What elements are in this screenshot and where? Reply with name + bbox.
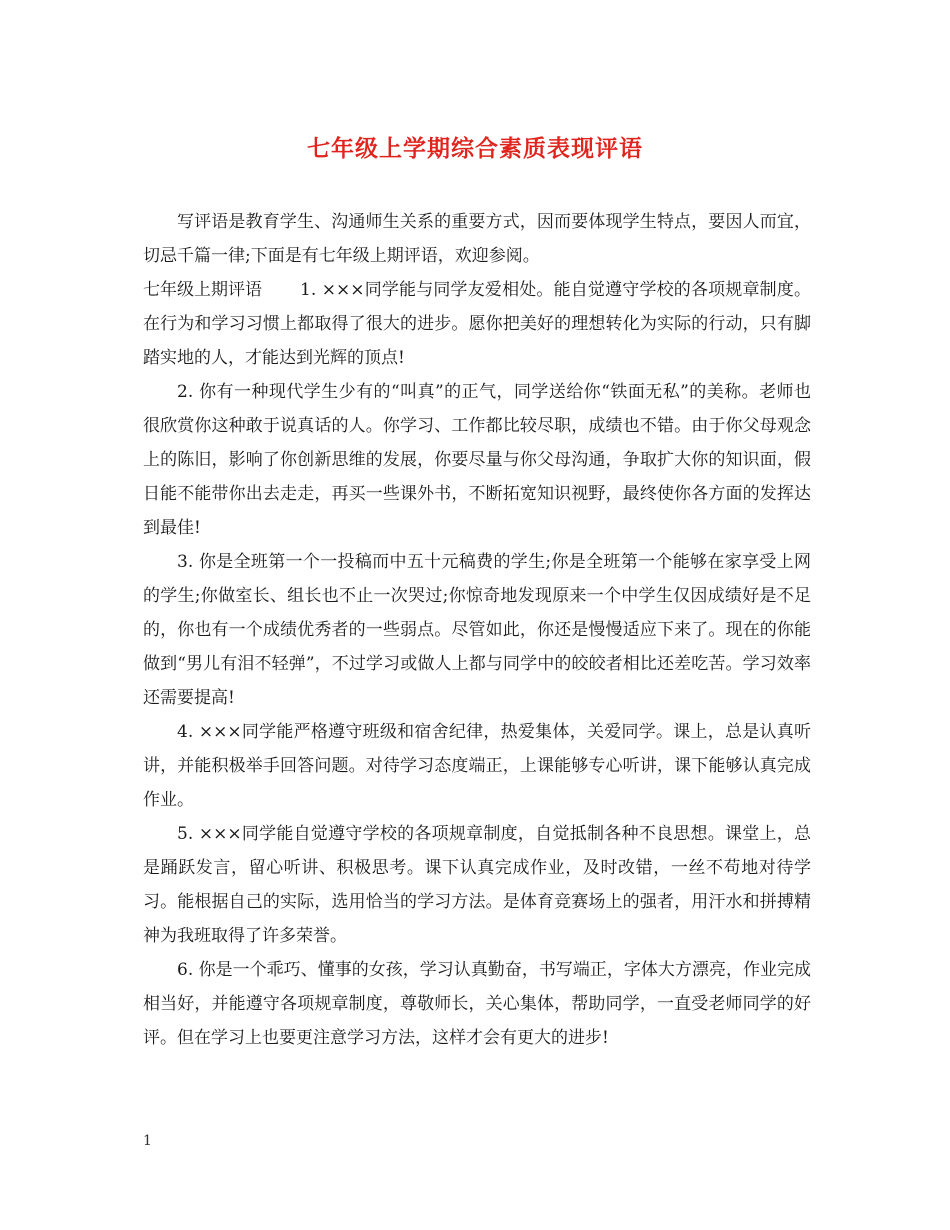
page-number: 1 bbox=[143, 1133, 152, 1149]
item-paragraph-2: 2. 你有一种现代学生少有的“叫真”的正气，同学送给你“铁面无私”的美称。老师也很欣赏你这种敢于说真话的人。你学习、工作都比较尽职，成绩也不错。由于你父母观念上的陈旧，影响了你创新思维的发展，你要尽量与你父母沟通，争取扩大你的知识面，假日能不能带你出去走走，再买一些课外书，不断拓宽知识视野，最终使你各方面的发挥达到最佳! bbox=[143, 382, 811, 538]
item-paragraph-5: 5. ×××同学能自觉遵守学校的各项规章制度，自觉抵制各种不良思想。课堂上，总是踊跃发言，留心听讲、积极思考。课下认真完成作业，及时改错，一丝不苟地对待学习。能根据自己的实际，选用恰当的学习方法。是体育竞赛场上的强者，用汗水和拼搏精神为我班取得了许多荣誉。 bbox=[143, 824, 811, 946]
item-text-1: 1. ×××同学能与同学友爱相处。能自觉遵守学校的各项规章制度。在行为和学习习惯上都取得了很大的进步。愿你把美好的理想转化为实际的行动，只有脚踏实地的人，才能达到光辉的顶点! bbox=[143, 280, 811, 368]
item-paragraph-1 bbox=[143, 273, 811, 375]
intro-paragraph: 写评语是教育学生、沟通师生关系的重要方式，因而要体现学生特点，要因人而宜，切忌千篇一律;下面是有七年级上期评语，欢迎参阅。 bbox=[143, 212, 811, 266]
item-paragraph-3: 3. 你是全班第一个一投稿而中五十元稿费的学生;你是全班第一个能够在家享受上网的学生;你做室长、组长也不止一次哭过;你惊奇地发现原来一个中学生仅因成绩好是不足的，你也有一个成绩优秀者的一些弱点。尽管如此，你还是慢慢适应下来了。现在的你能做到“男儿有泪不轻弹”，不过学习或做人上都与同学中的皎皎者相比还差吃苦。学习效率还需要提高! bbox=[143, 552, 811, 708]
document-body bbox=[143, 205, 811, 1055]
document-title: 七年级上学期综合素质表现评语 bbox=[307, 135, 643, 162]
section-label: 七年级上期评语 bbox=[143, 280, 262, 300]
item-paragraph-6: 6. 你是一个乖巧、懂事的女孩，学习认真勤奋，书写端正，字体大方漂亮，作业完成相当好，并能遵守各项规章制度，尊敬师长，关心集体，帮助同学，一直受老师同学的好评。但在学习上也要更注意学习方法，这样才会有更大的进步! bbox=[143, 960, 811, 1048]
item-paragraph-4: 4. ×××同学能严格遵守班级和宿舍纪律，热爱集体，关爱同学。课上，总是认真听讲，并能积极举手回答问题。对待学习态度端正，上课能够专心听讲，课下能够认真完成作业。 bbox=[143, 722, 811, 810]
